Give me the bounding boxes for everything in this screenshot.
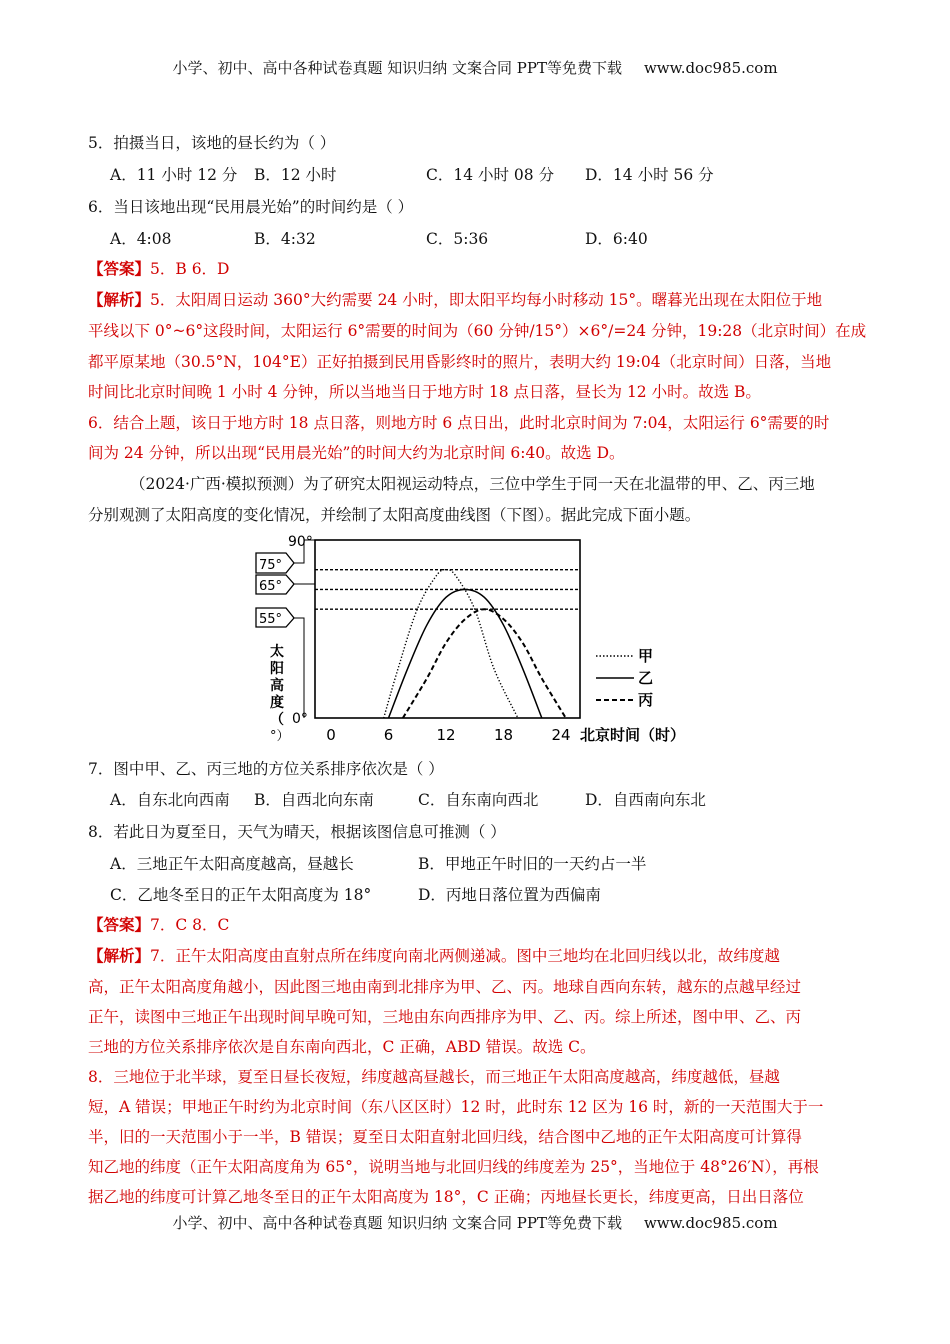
ref-text-65: 65° <box>259 579 283 594</box>
y-tick-90: 90° <box>288 534 313 550</box>
q5-stem: 5．拍摄当日，该地的昼长约为（ ） <box>88 134 336 152</box>
x-tick-18: 18 <box>493 726 514 744</box>
ref-label-65 <box>256 575 294 594</box>
answer-label: 【答案】 <box>88 259 151 278</box>
ylabel-char-2: 阳 <box>270 661 284 677</box>
explanation-8-line1: 8．三地位于北半球，夏至日昼长夜短，纬度越高昼越长，而三地正午太阳高度越高，纬度越低，昼越 <box>88 1068 780 1086</box>
q5-option-a[interactable]: A．11 小时 12 分 <box>110 166 238 184</box>
q5-option-d[interactable]: D．14 小时 56 分 <box>585 166 714 184</box>
answer-label: 【答案】 <box>88 915 151 934</box>
q8-stem: 8．若此日为夏至日，天气为晴天，根据该图信息可推测（ ） <box>88 823 506 841</box>
legend-text-yi: 乙 <box>638 669 654 687</box>
explanation-7-line1 <box>88 946 868 966</box>
x-tick-0: 0 <box>326 726 336 744</box>
legend-text-jia: 甲 <box>638 647 654 665</box>
q7-option-a[interactable]: A．自东北向西南 <box>110 791 230 809</box>
explanation-6-line1: 6．结合上题，该日于地方时 18 点日落，则地方时 6 点日出，此时北京时间为 7:04，太阳运行 6°需要的时 <box>88 414 830 432</box>
plot-frame <box>315 540 580 718</box>
q6-option-b[interactable]: B．4:32 <box>254 230 316 248</box>
ylabel-char-3: 高 <box>270 678 284 694</box>
explanation-text: 5．太阳周日运动 360°大约需要 24 小时，即太阳平均每小时移动 15°。曙暮光出现在太阳位于地 <box>150 291 823 309</box>
intro-line2: 分别观测了太阳高度的变化情况，并绘制了太阳高度曲线图（下图）。据此完成下面小题。 <box>88 506 701 524</box>
x-tick-6: 6 <box>383 726 394 744</box>
ylabel-char-5: （ <box>270 712 284 728</box>
chart-svg <box>248 528 708 750</box>
solar-altitude-chart <box>248 528 708 750</box>
ylabel-char-1: 太 <box>270 644 284 660</box>
answer-7-8 <box>88 915 868 935</box>
y-axis-label <box>270 643 289 728</box>
footer-text: 小学、初中、高中各种试卷真题 知识归纳 文案合同 PPT等免费下载 <box>172 1214 622 1232</box>
x-axis-label: 北京时间（时） <box>580 726 686 744</box>
q5-option-b[interactable]: B．12 小时 <box>254 166 337 184</box>
explanation-8-line4: 知乙地的纬度（正午太阳高度角为 65°，说明当地与北回归线的纬度差为 25°，当地位于 48°26′N），再根 <box>88 1158 819 1176</box>
header-url[interactable]: www.doc985.com <box>643 59 778 77</box>
x-tick-12: 12 <box>436 726 456 744</box>
intro-line1: （2024·广西·模拟预测）为了研究太阳视运动特点，三位中学生于同一天在北温带的甲、乙、丙三地 <box>130 475 815 493</box>
q6-stem: 6．当日该地出现“民用晨光始”的时间约是（ ） <box>88 198 414 216</box>
x-tick-24: 24 <box>551 726 571 744</box>
explanation-5-line1 <box>88 290 868 310</box>
q6-option-c[interactable]: C．5:36 <box>426 230 489 248</box>
q7-stem: 7．图中甲、乙、丙三地的方位关系排序依次是（ ） <box>88 760 444 778</box>
q8-option-b[interactable]: B．甲地正午时旧的一天约占一半 <box>418 855 647 873</box>
q7-option-b[interactable]: B．自西北向东南 <box>254 791 374 809</box>
explanation-5-line4: 时间比北京时间晚 1 小时 4 分钟，所以当地当日于地方时 18 点日落，昼长为 12 小时。故选 B。 <box>88 383 761 401</box>
footer-url[interactable]: www.doc985.com <box>643 1214 778 1232</box>
y-tick-0: 0° <box>292 711 308 727</box>
explanation-5-line3: 都平原某地（30.5°N，104°E）正好拍摄到民用昏影终时的照片，表明大约 19:04（北京时间）日落，当地 <box>88 353 832 371</box>
answer-5-6 <box>88 259 868 279</box>
legend-text-bing: 丙 <box>638 691 654 709</box>
q5-option-c[interactable]: C．14 小时 08 分 <box>426 166 555 184</box>
series-curve-1 <box>384 570 518 718</box>
q6-option-d[interactable]: D．6:40 <box>585 230 648 248</box>
answer-text: 5．B 6．D <box>150 260 230 278</box>
explanation-text: 7．正午太阳高度由直射点所在纬度向南北两侧递减。图中三地均在北回归线以北，故纬度越 <box>150 947 780 965</box>
explanation-7-line4: 三地的方位关系排序依次是自东南向西北，C 正确，ABD 错误。故选 C。 <box>88 1038 596 1056</box>
ref-label-55 <box>256 608 294 627</box>
explanation-label: 【解析】 <box>88 946 151 965</box>
ylabel-char-4: 度 <box>270 695 284 711</box>
page-header <box>0 57 950 78</box>
chart-legend <box>596 647 653 709</box>
explanation-label: 【解析】 <box>88 290 151 309</box>
explanation-6-line2: 间为 24 分钟，所以出现“民用晨光始”的时间大约为北京时间 6:40。故选 D。 <box>88 444 625 462</box>
ref-label-75 <box>256 553 294 573</box>
page-footer <box>0 1212 950 1233</box>
header-text: 小学、初中、高中各种试卷真题 知识归纳 文案合同 PPT等免费下载 <box>172 59 622 77</box>
chart-marks <box>315 570 580 718</box>
explanation-7-line3: 正午，读图中三地正午出现时间早晚可知，三地由东向西排序为甲、乙、丙。综上所述，图中甲、乙、丙 <box>88 1008 802 1026</box>
q7-option-c[interactable]: C．自东南向西北 <box>418 791 539 809</box>
explanation-7-line2: 高，正午太阳高度角越小，因此图三地由南到北排序为甲、乙、丙。地球自西向东转，越东的点越早经过 <box>88 978 802 996</box>
q7-option-d[interactable]: D．自西南向东北 <box>585 791 706 809</box>
bracket-55 <box>294 618 304 718</box>
q8-option-a[interactable]: A．三地正午太阳高度越高，昼越长 <box>110 855 354 873</box>
ref-text-75: 75° <box>259 558 283 573</box>
q6-option-a[interactable]: A．4:08 <box>110 230 172 248</box>
q8-option-d[interactable]: D．丙地日落位置为西偏南 <box>418 886 601 904</box>
explanation-5-line2: 平线以下 0°~6°这段时间，太阳运行 6°需要的时间为（60 分钟/15°）×6°/=24 分钟，19:28（北京时间）在成 <box>88 322 867 340</box>
q8-option-c[interactable]: C．乙地冬至日的正午太阳高度为 18° <box>110 886 372 904</box>
answer-text: 7．C 8．C <box>150 916 230 934</box>
y-axis-unit: °） <box>270 729 290 744</box>
explanation-8-line2: 短，A 错误；甲地正午时约为北京时间（东八区区时）12 时，此时东 12 区为 16 时，新的一天范围大于一 <box>88 1098 824 1116</box>
ref-text-55: 55° <box>259 612 283 627</box>
explanation-8-line5: 据乙地的纬度可计算乙地冬至日的正午太阳高度为 18°，C 正确；丙地昼长更长，纬度更高，日出日落位 <box>88 1188 804 1206</box>
explanation-8-line3: 半，旧的一天范围小于一半，B 错误；夏至日太阳直射北回归线，结合图中乙地的正午太阳高度可计算得 <box>88 1128 802 1146</box>
